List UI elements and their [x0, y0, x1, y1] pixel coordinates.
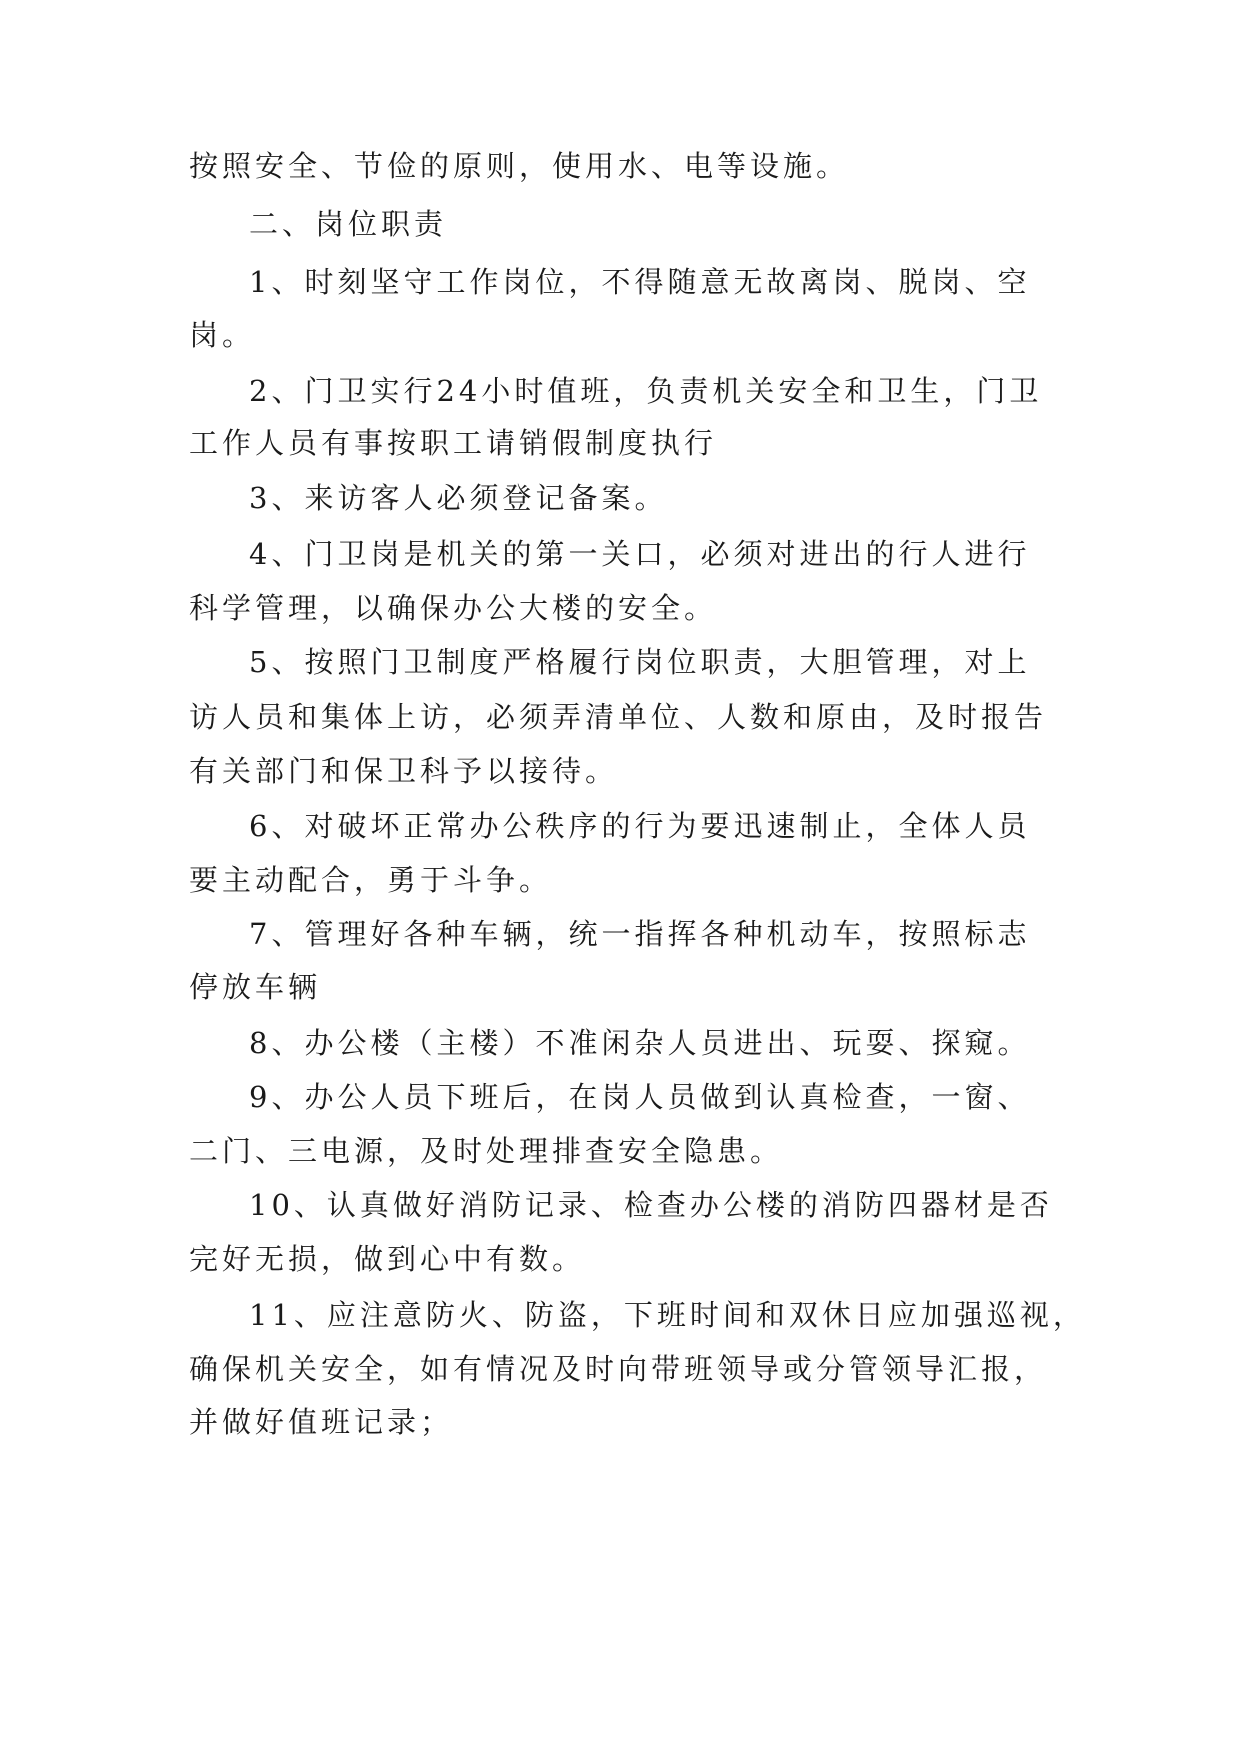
text-line-13: 要主动配合，勇于斗争。 — [189, 863, 553, 897]
text-line-9: 5、按照门卫制度严格履行岗位职责，大胆管理，对上 — [249, 645, 1031, 679]
text-line-15: 停放车辆 — [189, 970, 322, 1004]
text-line-7: 4、门卫岗是机关的第一关口，必须对进出的行人进行 — [249, 537, 1031, 571]
text-line-5: 工作人员有事按职工请销假制度执行 — [189, 426, 718, 460]
text-line-18: 二门、三电源，及时处理排查安全隐患。 — [189, 1134, 784, 1168]
text-line-17: 9、办公人员下班后，在岗人员做到认真检查，一窗、 — [249, 1080, 1031, 1114]
text-line-2: 1、时刻坚守工作岗位，不得随意无故离岗、脱岗、空 — [249, 265, 1031, 299]
text-line-21: 11、应注意防火、防盗，下班时间和双休日应加强巡视， — [249, 1298, 1086, 1332]
text-line-19: 10、认真做好消防记录、检查办公楼的消防四器材是否 — [249, 1188, 1053, 1222]
text-line-11: 有关部门和保卫科予以接待。 — [189, 754, 619, 788]
text-line-3: 岗。 — [189, 318, 256, 352]
section-heading: 二、岗位职责 — [249, 207, 448, 241]
text-line-16: 8、办公楼（主楼）不准闲杂人员进出、玩耍、探窥。 — [249, 1026, 1031, 1060]
text-line-4: 2、门卫实行24小时值班，负责机关安全和卫生，门卫 — [249, 374, 1043, 408]
text-line-20: 完好无损，做到心中有数。 — [189, 1242, 586, 1276]
text-line-14: 7、管理好各种车辆，统一指挥各种机动车，按照标志 — [249, 917, 1031, 951]
text-line-1: 按照安全、节俭的原则，使用水、电等设施。 — [189, 149, 850, 183]
text-line-12: 6、对破坏正常办公秩序的行为要迅速制止，全体人员 — [249, 809, 1031, 843]
text-line-22: 确保机关安全，如有情况及时向带班领导或分管领导汇报， — [189, 1352, 1048, 1386]
text-line-8: 科学管理，以确保办公大楼的安全。 — [189, 591, 718, 625]
text-line-23: 并做好值班记录； — [189, 1405, 454, 1439]
text-line-6: 3、来访客人必须登记备案。 — [249, 481, 668, 515]
text-line-10: 访人员和集体上访，必须弄清单位、人数和原由，及时报告 — [189, 700, 1048, 734]
